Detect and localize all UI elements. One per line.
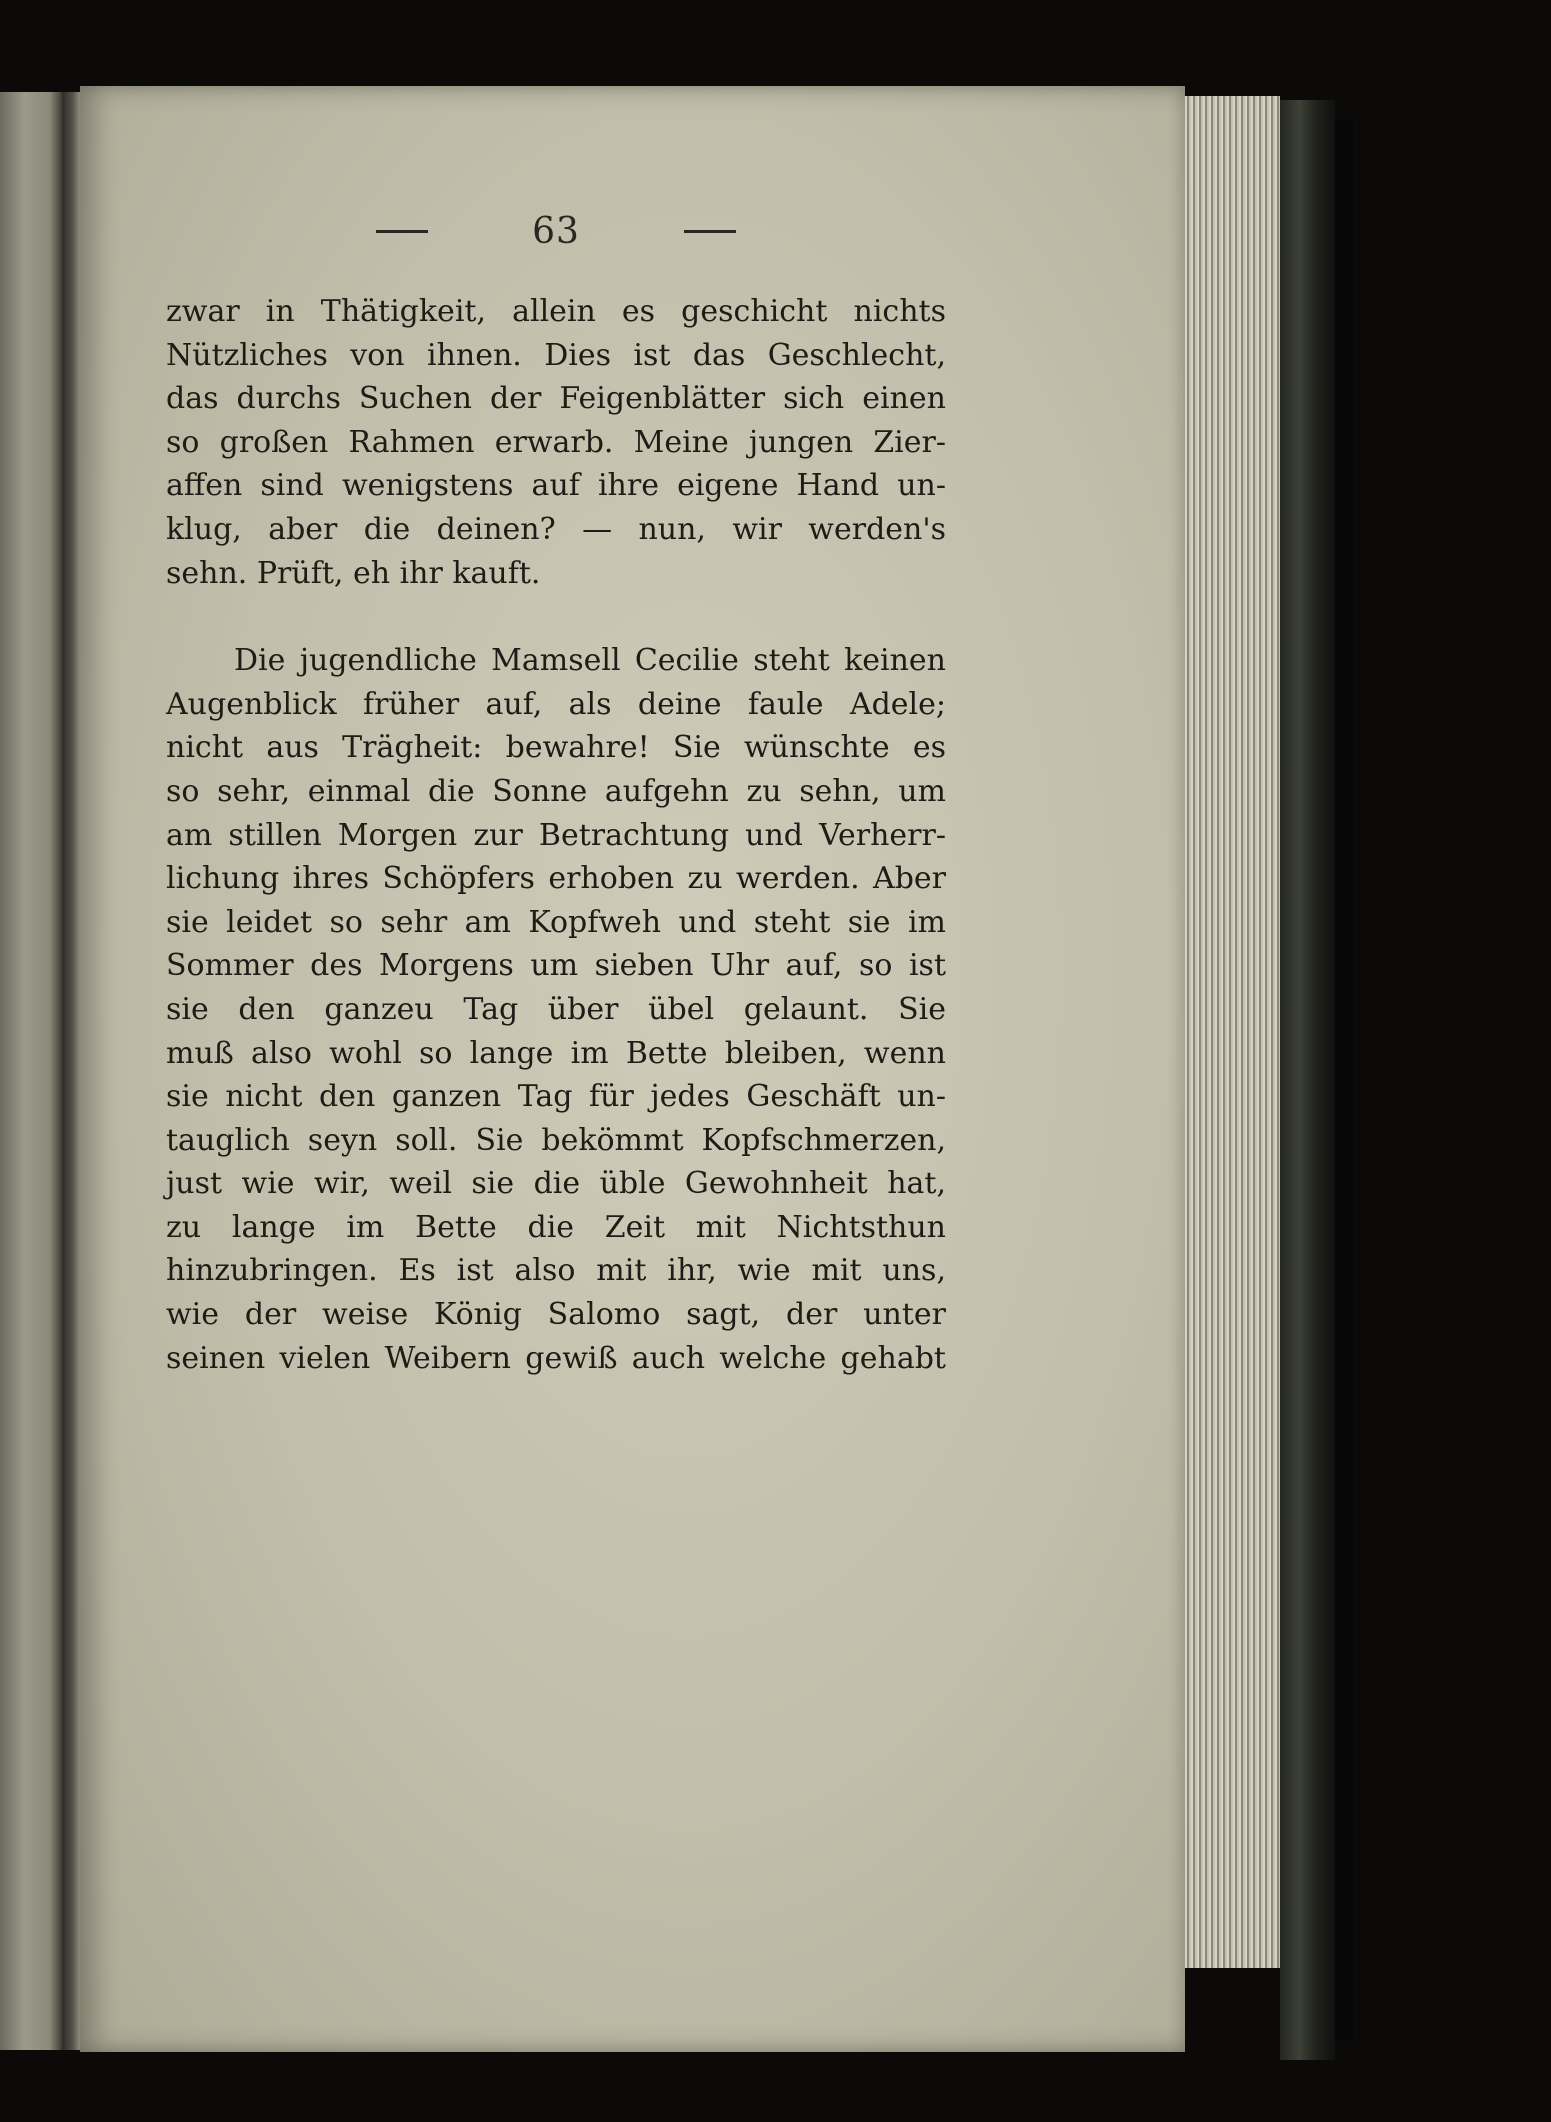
book-gutter (62, 92, 80, 2050)
text-line: seinen vielen Weibern gewiß auch welche gehabt (166, 1340, 946, 1376)
text-line: sehn. Prüft, eh ihr kauft. (166, 555, 541, 591)
text-line: tauglich seyn soll. Sie bekömmt Kopfschmerzen, (166, 1122, 946, 1158)
text-line: sie den ganzeu Tag über übel gelaunt. Sie (166, 991, 946, 1027)
text-line: Sommer des Morgens um sieben Uhr auf, so ist (166, 948, 946, 984)
text-line: hinzubringen. Es ist also mit ihr, wie mit uns, (166, 1253, 946, 1289)
text-line: sie leidet so sehr am Kopfweh und steht sie im (166, 904, 946, 940)
book-cover-edge (1280, 100, 1335, 2060)
left-page-edge (0, 92, 62, 2050)
text-line: zwar in Thätigkeit, allein es geschicht nichts (166, 294, 946, 329)
text-line: lichung ihres Schöpfers erhoben zu werden. Aber (166, 861, 946, 897)
text-line: Die jugendliche Mamsell Cecilie steht keinen (234, 643, 946, 679)
text-line: affen sind wenigstens auf ihre eigene Hand un- (166, 468, 946, 504)
paragraph-1 (166, 290, 946, 595)
header-dash-right (684, 230, 736, 233)
header-dash-left (376, 230, 428, 233)
text-line: wie der weise König Salomo sagt, der unter (166, 1297, 946, 1333)
text-line: am stillen Morgen zur Betrachtung und Verherr- (166, 817, 946, 853)
book-cover-spine (1335, 120, 1353, 2040)
body-text (166, 290, 946, 1380)
text-line: sie nicht den ganzen Tag für jedes Geschäft un- (166, 1079, 946, 1115)
text-line: zu lange im Bette die Zeit mit Nichtsthun (166, 1209, 946, 1245)
text-line: muß also wohl so lange im Bette bleiben, wenn (166, 1035, 946, 1071)
text-line: klug, aber die deinen? — nun, wir werden's (166, 511, 946, 547)
text-line: so sehr, einmal die Sonne aufgehn zu sehn, um (166, 773, 946, 809)
text-line: nicht aus Trägheit: bewahre! Sie wünschte es (166, 730, 946, 766)
text-line: Nützliches von ihnen. Dies ist das Geschlecht, (166, 337, 946, 373)
text-line: Augenblick früher auf, als deine faule Adele; (166, 686, 946, 722)
text-line: das durchs Suchen der Feigenblätter sich einen (166, 381, 946, 417)
page-header (376, 206, 736, 256)
text-line: so großen Rahmen erwarb. Meine jungen Zier- (166, 424, 946, 460)
page-block-edges (1185, 96, 1280, 1968)
paragraph-2 (166, 639, 946, 1380)
text-line: just wie wir, weil sie die üble Gewohnheit hat, (166, 1166, 946, 1202)
page-number: 63 (532, 210, 580, 252)
paragraph-gap (166, 595, 946, 639)
